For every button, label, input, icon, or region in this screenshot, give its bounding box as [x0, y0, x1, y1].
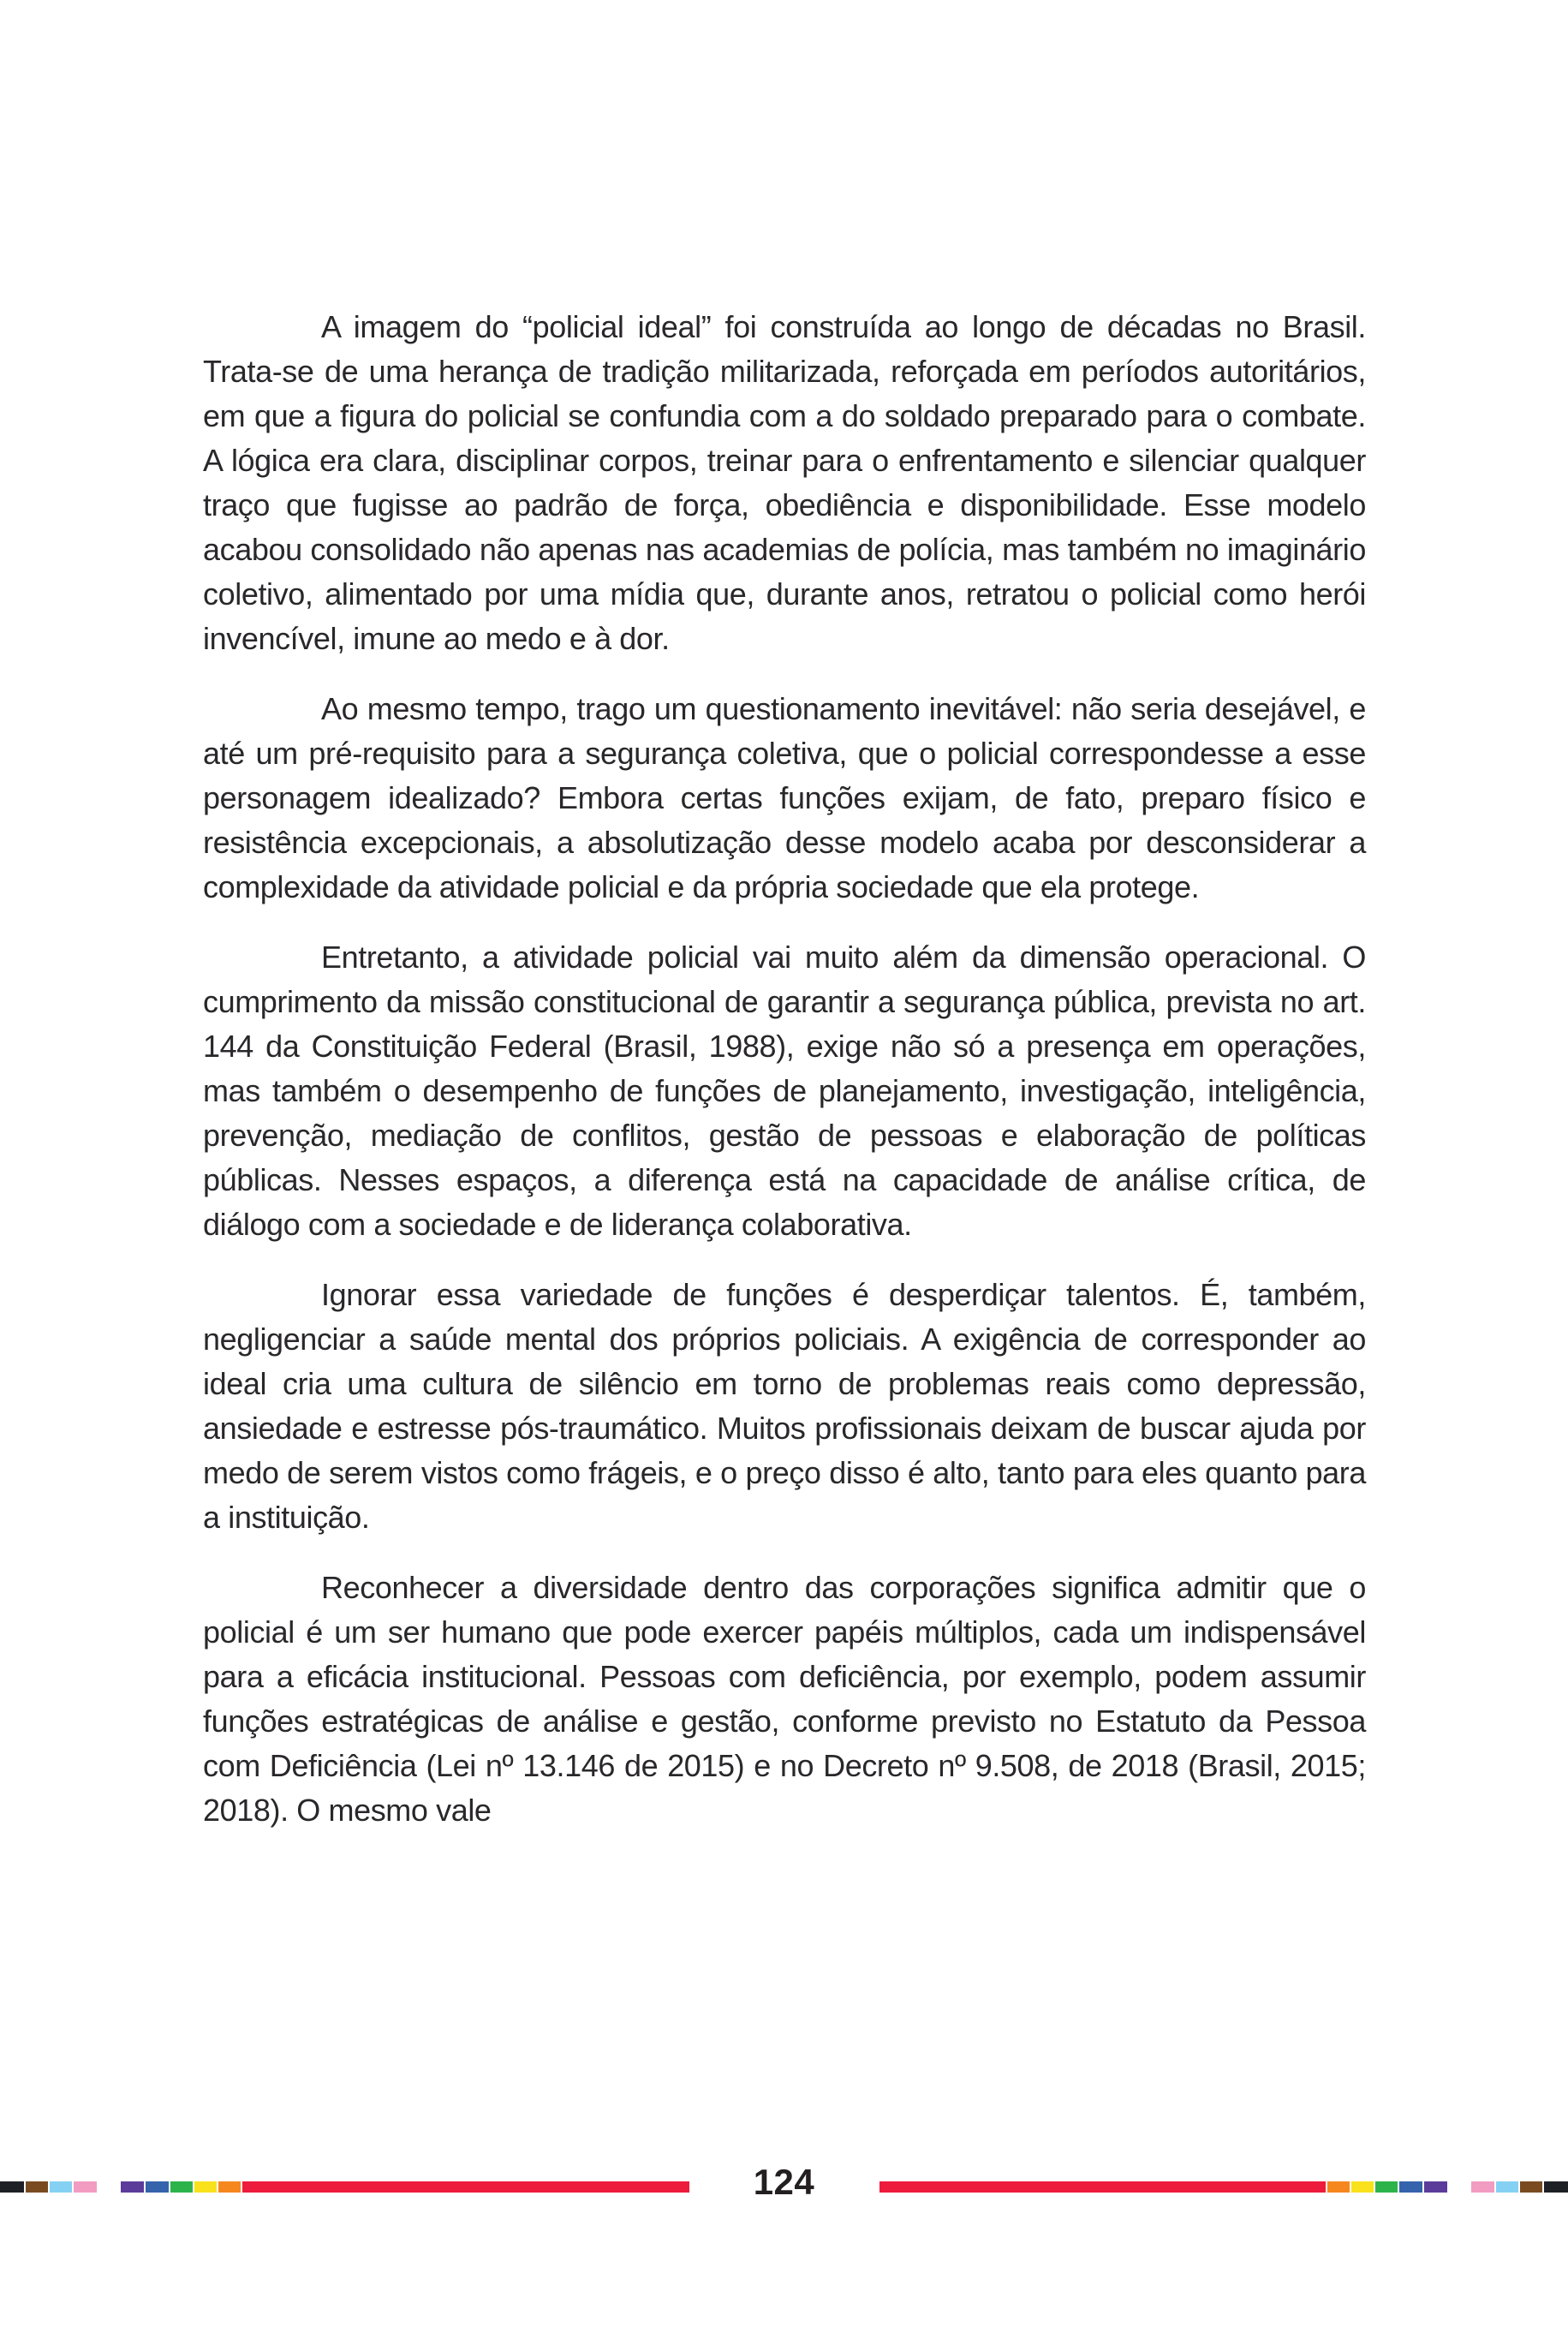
paragraph-3: Entretanto, a atividade policial vai muito além da dimensão operacional. O cumprimento da missão constitucional de garantir a segurança pública, prevista no art. 144 da Constituição Federal (Brasil, 1988), exige não só a presença em operações, mas também o desempenho de funções de planejamento, investigação, inteligência, prevenção, mediação de conflitos, gestão de pessoas e elaboração de políticas públicas. Nesses espaços, a diferença está na capacidade de análise crítica, de diálogo com a sociedade e de liderança colaborativa. — [203, 940, 1366, 1242]
page-number: 124 — [753, 2162, 815, 2202]
paragraph-4: Ignorar essa variedade de funções é desperdiçar talentos. É, também, negligenciar a saúde mental dos próprios policiais. A exigência de corresponder ao ideal cria uma cultura de silêncio em torno de problemas reais como depressão, ansiedade e estresse pós-traumático. Muitos profissionais deixam de buscar ajuda por medo de serem vistos como frágeis, e o preço disso é alto, tanto para eles quanto para a instituição. — [203, 1277, 1366, 1535]
page-body-text — [203, 305, 1366, 1859]
paragraph-1: A imagem do “policial ideal” foi construída ao longo de décadas no Brasil. Trata-se de uma herança de tradição militarizada, reforçada em períodos autoritários, em que a figura do policial se confundia com a do soldado preparado para o combate. A lógica era clara, disciplinar corpos, treinar para o enfrentamento e silenciar qualquer traço que fugisse ao padrão de força, obediência e disponibilidade. Esse modelo acabou consolidado não apenas nas academias de polícia, mas também no imaginário coletivo, alimentado por uma mídia que, durante anos, retratou o policial como herói invencível, imune ao medo e à dor. — [203, 309, 1366, 656]
paragraph-5: Reconhecer a diversidade dentro das corporações significa admitir que o policial é um ser humano que pode exercer papéis múltiplos, cada um indispensável para a eficácia institucional. Pessoas com deficiência, por exemplo, podem assumir funções estratégicas de análise e gestão, conforme previsto no Estatuto da Pessoa com Deficiência (Lei nº 13.146 de 2015) e no Decreto nº 9.508, de 2018 (Brasil, 2015; 2018). O mesmo vale — [203, 1570, 1366, 1828]
paragraph-2: Ao mesmo tempo, trago um questionamento inevitável: não seria desejável, e até um pré-requisito para a segurança coletiva, que o policial correspondesse a esse personagem idealizado? Embora certas funções exijam, de fato, preparo físico e resistência excepcionais, a absolutização desse modelo acaba por desconsiderar a complexidade da atividade policial e da própria sociedade que ela protege. — [203, 691, 1366, 904]
